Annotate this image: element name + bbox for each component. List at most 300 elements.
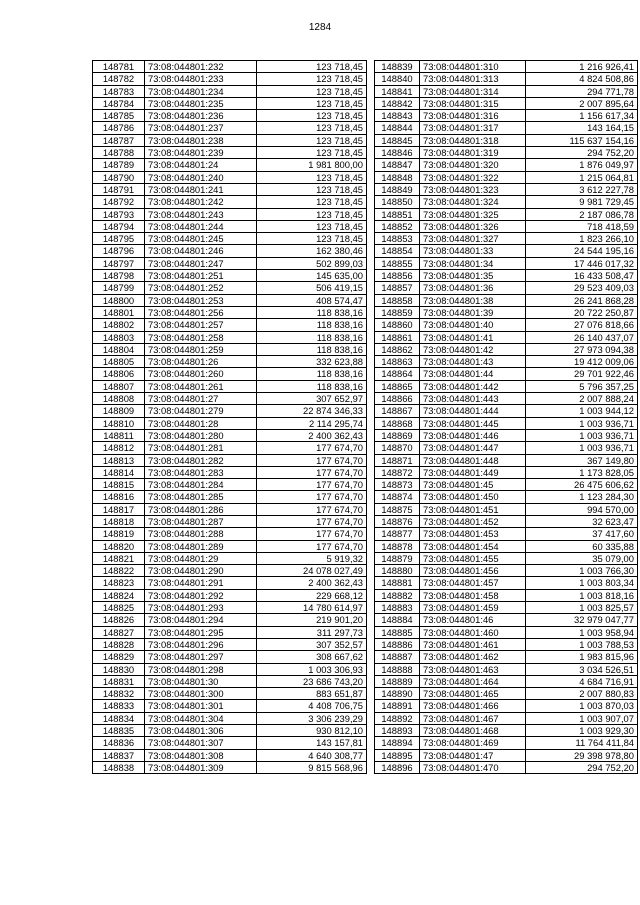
- cadastral-number-cell: 73:08:044801:235: [145, 97, 257, 109]
- table-row: [93, 294, 367, 306]
- row-number-cell: 148789: [93, 159, 145, 171]
- value-cell: 35 079,00: [526, 552, 638, 564]
- cadastral-number-cell: 73:08:044801:26: [145, 356, 257, 368]
- row-number-cell: 148833: [93, 700, 145, 712]
- cadastral-number-cell: 73:08:044801:236: [145, 110, 257, 122]
- table-row: [375, 638, 638, 650]
- table-row: [93, 491, 367, 503]
- value-cell: 4 408 706,75: [257, 700, 367, 712]
- value-cell: 118 838,16: [257, 319, 367, 331]
- cadastral-number-cell: 73:08:044801:451: [420, 503, 526, 515]
- cadastral-number-cell: 73:08:044801:315: [420, 97, 526, 109]
- table-row: [375, 528, 638, 540]
- table-row: [375, 110, 638, 122]
- cadastral-number-cell: 73:08:044801:445: [420, 417, 526, 429]
- row-number-cell: 148809: [93, 405, 145, 417]
- value-cell: 1 003 936,71: [526, 429, 638, 441]
- value-cell: 2 007 888,24: [526, 393, 638, 405]
- cadastral-number-cell: 73:08:044801:446: [420, 429, 526, 441]
- cadastral-number-cell: 73:08:044801:456: [420, 565, 526, 577]
- row-number-cell: 148874: [375, 491, 420, 503]
- table-row: [375, 552, 638, 564]
- cadastral-number-cell: 73:08:044801:28: [145, 417, 257, 429]
- table-row: [93, 626, 367, 638]
- row-number-cell: 148811: [93, 429, 145, 441]
- value-cell: 26 475 606,62: [526, 479, 638, 491]
- value-cell: 29 701 922,46: [526, 368, 638, 380]
- row-number-cell: 148865: [375, 380, 420, 392]
- cadastral-number-cell: 73:08:044801:253: [145, 294, 257, 306]
- row-number-cell: 148817: [93, 503, 145, 515]
- value-cell: 1 003 936,71: [526, 417, 638, 429]
- table-row: [375, 663, 638, 675]
- value-cell: 294 752,20: [526, 761, 638, 773]
- table-row: [93, 528, 367, 540]
- table-row: [375, 208, 638, 220]
- value-cell: 19 412 009,06: [526, 356, 638, 368]
- table-row: [93, 61, 367, 73]
- table-row: [93, 380, 367, 392]
- cadastral-number-cell: 73:08:044801:295: [145, 626, 257, 638]
- cadastral-number-cell: 73:08:044801:294: [145, 614, 257, 626]
- cadastral-number-cell: 73:08:044801:35: [420, 270, 526, 282]
- left-table: [92, 60, 367, 774]
- value-cell: 118 838,16: [257, 331, 367, 343]
- row-number-cell: 148834: [93, 712, 145, 724]
- value-cell: 24 078 027,49: [257, 565, 367, 577]
- value-cell: 177 674,70: [257, 442, 367, 454]
- cadastral-number-cell: 73:08:044801:313: [420, 73, 526, 85]
- row-number-cell: 148853: [375, 233, 420, 245]
- row-number-cell: 148879: [375, 552, 420, 564]
- row-number-cell: 148803: [93, 331, 145, 343]
- table-row: [375, 675, 638, 687]
- value-cell: 307 652,97: [257, 393, 367, 405]
- row-number-cell: 148807: [93, 380, 145, 392]
- table-row: [375, 270, 638, 282]
- value-cell: 37 417,60: [526, 528, 638, 540]
- value-cell: 118 838,16: [257, 343, 367, 355]
- table-row: [93, 479, 367, 491]
- cadastral-number-cell: 73:08:044801:42: [420, 343, 526, 355]
- table-row: [93, 306, 367, 318]
- value-cell: 930 812,10: [257, 725, 367, 737]
- cadastral-number-cell: 73:08:044801:36: [420, 282, 526, 294]
- table-row: [375, 233, 638, 245]
- row-number-cell: 148868: [375, 417, 420, 429]
- value-cell: 123 718,45: [257, 110, 367, 122]
- cadastral-number-cell: 73:08:044801:245: [145, 233, 257, 245]
- row-number-cell: 148829: [93, 651, 145, 663]
- row-number-cell: 148791: [93, 183, 145, 195]
- row-number-cell: 148848: [375, 171, 420, 183]
- cadastral-number-cell: 73:08:044801:43: [420, 356, 526, 368]
- value-cell: 4 640 308,77: [257, 749, 367, 761]
- cadastral-number-cell: 73:08:044801:455: [420, 552, 526, 564]
- row-number-cell: 148801: [93, 306, 145, 318]
- table-row: [93, 196, 367, 208]
- value-cell: 123 718,45: [257, 233, 367, 245]
- table-row: [375, 565, 638, 577]
- row-number-cell: 148795: [93, 233, 145, 245]
- value-cell: 177 674,70: [257, 479, 367, 491]
- cadastral-number-cell: 73:08:044801:293: [145, 602, 257, 614]
- value-cell: 229 668,12: [257, 589, 367, 601]
- table-row: [93, 540, 367, 552]
- value-cell: 1 156 617,34: [526, 110, 638, 122]
- value-cell: 123 718,45: [257, 220, 367, 232]
- row-number-cell: 148822: [93, 565, 145, 577]
- cadastral-number-cell: 73:08:044801:244: [145, 220, 257, 232]
- value-cell: 1 123 284,30: [526, 491, 638, 503]
- table-row: [93, 725, 367, 737]
- value-cell: 1 876 049,97: [526, 159, 638, 171]
- row-number-cell: 148813: [93, 454, 145, 466]
- table-row: [93, 429, 367, 441]
- row-number-cell: 148892: [375, 712, 420, 724]
- row-number-cell: 148808: [93, 393, 145, 405]
- table-row: [93, 356, 367, 368]
- value-cell: 1 003 944,12: [526, 405, 638, 417]
- value-cell: 332 623,88: [257, 356, 367, 368]
- value-cell: 123 718,45: [257, 196, 367, 208]
- table-row: [93, 405, 367, 417]
- value-cell: 506 419,15: [257, 282, 367, 294]
- cadastral-number-cell: 73:08:044801:280: [145, 429, 257, 441]
- row-number-cell: 148816: [93, 491, 145, 503]
- cadastral-number-cell: 73:08:044801:284: [145, 479, 257, 491]
- cadastral-number-cell: 73:08:044801:464: [420, 675, 526, 687]
- value-cell: 1 173 828,05: [526, 466, 638, 478]
- row-number-cell: 148852: [375, 220, 420, 232]
- cadastral-number-cell: 73:08:044801:246: [145, 245, 257, 257]
- value-cell: 123 718,45: [257, 171, 367, 183]
- table-row: [93, 220, 367, 232]
- table-row: [375, 700, 638, 712]
- cadastral-number-cell: 73:08:044801:447: [420, 442, 526, 454]
- table-row: [93, 282, 367, 294]
- table-row: [375, 515, 638, 527]
- table-row: [93, 183, 367, 195]
- table-row: [375, 356, 638, 368]
- row-number-cell: 148890: [375, 688, 420, 700]
- value-cell: 1 003 803,34: [526, 577, 638, 589]
- row-number-cell: 148810: [93, 417, 145, 429]
- row-number-cell: 148835: [93, 725, 145, 737]
- value-cell: 16 433 508,47: [526, 270, 638, 282]
- value-cell: 1 003 907,07: [526, 712, 638, 724]
- cadastral-number-cell: 73:08:044801:327: [420, 233, 526, 245]
- table-row: [93, 638, 367, 650]
- row-number-cell: 148786: [93, 122, 145, 134]
- cadastral-number-cell: 73:08:044801:24: [145, 159, 257, 171]
- cadastral-number-cell: 73:08:044801:454: [420, 540, 526, 552]
- row-number-cell: 148849: [375, 183, 420, 195]
- table-row: [93, 515, 367, 527]
- cadastral-number-cell: 73:08:044801:256: [145, 306, 257, 318]
- row-number-cell: 148845: [375, 134, 420, 146]
- value-cell: 1 003 929,30: [526, 725, 638, 737]
- table-row: [93, 73, 367, 85]
- table-row: [375, 503, 638, 515]
- cadastral-number-cell: 73:08:044801:243: [145, 208, 257, 220]
- row-number-cell: 148796: [93, 245, 145, 257]
- row-number-cell: 148820: [93, 540, 145, 552]
- row-number-cell: 148869: [375, 429, 420, 441]
- row-number-cell: 148821: [93, 552, 145, 564]
- value-cell: 1 003 870,03: [526, 700, 638, 712]
- cadastral-number-cell: 73:08:044801:296: [145, 638, 257, 650]
- cadastral-number-cell: 73:08:044801:450: [420, 491, 526, 503]
- cadastral-number-cell: 73:08:044801:466: [420, 700, 526, 712]
- cadastral-number-cell: 73:08:044801:30: [145, 675, 257, 687]
- row-number-cell: 148844: [375, 122, 420, 134]
- row-number-cell: 148880: [375, 565, 420, 577]
- table-row: [375, 306, 638, 318]
- row-number-cell: 148877: [375, 528, 420, 540]
- table-row: [93, 245, 367, 257]
- value-cell: 1 003 958,94: [526, 626, 638, 638]
- row-number-cell: 148859: [375, 306, 420, 318]
- row-number-cell: 148846: [375, 147, 420, 159]
- row-number-cell: 148836: [93, 737, 145, 749]
- value-cell: 408 574,47: [257, 294, 367, 306]
- cadastral-number-cell: 73:08:044801:443: [420, 393, 526, 405]
- value-cell: 123 718,45: [257, 208, 367, 220]
- table-row: [375, 122, 638, 134]
- table-row: [93, 85, 367, 97]
- table-row: [375, 442, 638, 454]
- row-number-cell: 148884: [375, 614, 420, 626]
- row-number-cell: 148857: [375, 282, 420, 294]
- value-cell: 27 076 818,66: [526, 319, 638, 331]
- table-row: [375, 171, 638, 183]
- table-row: [375, 491, 638, 503]
- cadastral-number-cell: 73:08:044801:287: [145, 515, 257, 527]
- value-cell: 29 398 978,80: [526, 749, 638, 761]
- row-number-cell: 148818: [93, 515, 145, 527]
- table-row: [375, 196, 638, 208]
- value-cell: 123 718,45: [257, 147, 367, 159]
- table-row: [375, 294, 638, 306]
- row-number-cell: 148823: [93, 577, 145, 589]
- row-number-cell: 148860: [375, 319, 420, 331]
- table-row: [375, 343, 638, 355]
- cadastral-number-cell: 73:08:044801:281: [145, 442, 257, 454]
- row-number-cell: 148873: [375, 479, 420, 491]
- table-row: [93, 343, 367, 355]
- value-cell: 162 380,46: [257, 245, 367, 257]
- table-row: [93, 712, 367, 724]
- cadastral-number-cell: 73:08:044801:47: [420, 749, 526, 761]
- cadastral-number-cell: 73:08:044801:300: [145, 688, 257, 700]
- value-cell: 718 418,59: [526, 220, 638, 232]
- cadastral-number-cell: 73:08:044801:301: [145, 700, 257, 712]
- value-cell: 1 003 825,57: [526, 602, 638, 614]
- row-number-cell: 148883: [375, 602, 420, 614]
- table-row: [93, 331, 367, 343]
- table-row: [93, 651, 367, 663]
- cadastral-number-cell: 73:08:044801:34: [420, 257, 526, 269]
- row-number-cell: 148842: [375, 97, 420, 109]
- cadastral-number-cell: 73:08:044801:459: [420, 602, 526, 614]
- cadastral-number-cell: 73:08:044801:467: [420, 712, 526, 724]
- cadastral-number-cell: 73:08:044801:449: [420, 466, 526, 478]
- table-row: [375, 602, 638, 614]
- cadastral-number-cell: 73:08:044801:45: [420, 479, 526, 491]
- value-cell: 143 164,15: [526, 122, 638, 134]
- table-row: [93, 577, 367, 589]
- value-cell: 32 623,47: [526, 515, 638, 527]
- cadastral-number-cell: 73:08:044801:41: [420, 331, 526, 343]
- value-cell: 294 771,78: [526, 85, 638, 97]
- value-cell: 118 838,16: [257, 368, 367, 380]
- value-cell: 123 718,45: [257, 122, 367, 134]
- row-number-cell: 148815: [93, 479, 145, 491]
- table-row: [375, 761, 638, 773]
- row-number-cell: 148889: [375, 675, 420, 687]
- table-row: [93, 442, 367, 454]
- cadastral-number-cell: 73:08:044801:283: [145, 466, 257, 478]
- row-number-cell: 148783: [93, 85, 145, 97]
- value-cell: 118 838,16: [257, 380, 367, 392]
- table-row: [375, 368, 638, 380]
- row-number-cell: 148825: [93, 602, 145, 614]
- table-row: [93, 454, 367, 466]
- row-number-cell: 148866: [375, 393, 420, 405]
- value-cell: 123 718,45: [257, 97, 367, 109]
- table-row: [375, 725, 638, 737]
- cadastral-number-cell: 73:08:044801:239: [145, 147, 257, 159]
- cadastral-number-cell: 73:08:044801:304: [145, 712, 257, 724]
- value-cell: 2 007 895,64: [526, 97, 638, 109]
- cadastral-number-cell: 73:08:044801:457: [420, 577, 526, 589]
- value-cell: 308 667,62: [257, 651, 367, 663]
- cadastral-number-cell: 73:08:044801:279: [145, 405, 257, 417]
- cadastral-number-cell: 73:08:044801:319: [420, 147, 526, 159]
- cadastral-number-cell: 73:08:044801:237: [145, 122, 257, 134]
- row-number-cell: 148887: [375, 651, 420, 663]
- row-number-cell: 148784: [93, 97, 145, 109]
- value-cell: 143 157,81: [257, 737, 367, 749]
- value-cell: 1 981 800,00: [257, 159, 367, 171]
- table-row: [375, 737, 638, 749]
- value-cell: 2 007 880,83: [526, 688, 638, 700]
- value-cell: 5 796 357,25: [526, 380, 638, 392]
- cadastral-number-cell: 73:08:044801:298: [145, 663, 257, 675]
- cadastral-number-cell: 73:08:044801:257: [145, 319, 257, 331]
- row-number-cell: 148841: [375, 85, 420, 97]
- value-cell: 2 400 362,43: [257, 429, 367, 441]
- table-row: [375, 282, 638, 294]
- row-number-cell: 148891: [375, 700, 420, 712]
- table-row: [93, 688, 367, 700]
- row-number-cell: 148870: [375, 442, 420, 454]
- cadastral-number-cell: 73:08:044801:286: [145, 503, 257, 515]
- row-number-cell: 148805: [93, 356, 145, 368]
- row-number-cell: 148882: [375, 589, 420, 601]
- table-row: [375, 540, 638, 552]
- table-row: [375, 589, 638, 601]
- table-row: [375, 466, 638, 478]
- row-number-cell: 148828: [93, 638, 145, 650]
- table-row: [93, 319, 367, 331]
- row-number-cell: 148824: [93, 589, 145, 601]
- value-cell: 145 635,00: [257, 270, 367, 282]
- row-number-cell: 148893: [375, 725, 420, 737]
- row-number-cell: 148840: [375, 73, 420, 85]
- cadastral-number-cell: 73:08:044801:29: [145, 552, 257, 564]
- table-row: [93, 110, 367, 122]
- table-row: [375, 577, 638, 589]
- value-cell: 177 674,70: [257, 540, 367, 552]
- value-cell: 3 034 526,51: [526, 663, 638, 675]
- table-row: [375, 688, 638, 700]
- cadastral-number-cell: 73:08:044801:234: [145, 85, 257, 97]
- table-row: [93, 122, 367, 134]
- value-cell: 9 981 729,45: [526, 196, 638, 208]
- cadastral-number-cell: 73:08:044801:462: [420, 651, 526, 663]
- row-number-cell: 148812: [93, 442, 145, 454]
- row-number-cell: 148785: [93, 110, 145, 122]
- table-row: [375, 319, 638, 331]
- table-row: [375, 429, 638, 441]
- row-number-cell: 148793: [93, 208, 145, 220]
- value-cell: 2 400 362,43: [257, 577, 367, 589]
- table-row: [375, 85, 638, 97]
- value-cell: 118 838,16: [257, 306, 367, 318]
- cadastral-number-cell: 73:08:044801:260: [145, 368, 257, 380]
- cadastral-number-cell: 73:08:044801:323: [420, 183, 526, 195]
- cadastral-number-cell: 73:08:044801:453: [420, 528, 526, 540]
- row-number-cell: 148830: [93, 663, 145, 675]
- cadastral-number-cell: 73:08:044801:27: [145, 393, 257, 405]
- cadastral-number-cell: 73:08:044801:444: [420, 405, 526, 417]
- table-row: [93, 466, 367, 478]
- row-number-cell: 148826: [93, 614, 145, 626]
- row-number-cell: 148838: [93, 761, 145, 773]
- cadastral-number-cell: 73:08:044801:310: [420, 61, 526, 73]
- table-row: [375, 245, 638, 257]
- cadastral-number-cell: 73:08:044801:288: [145, 528, 257, 540]
- row-number-cell: 148864: [375, 368, 420, 380]
- cadastral-number-cell: 73:08:044801:314: [420, 85, 526, 97]
- row-number-cell: 148895: [375, 749, 420, 761]
- row-number-cell: 148862: [375, 343, 420, 355]
- value-cell: 4 684 716,91: [526, 675, 638, 687]
- table-row: [93, 700, 367, 712]
- cadastral-number-cell: 73:08:044801:469: [420, 737, 526, 749]
- value-cell: 29 523 409,03: [526, 282, 638, 294]
- page-number: 1284: [308, 22, 332, 33]
- table-row: [375, 331, 638, 343]
- value-cell: 1 823 266,10: [526, 233, 638, 245]
- value-cell: 123 718,45: [257, 85, 367, 97]
- cadastral-number-cell: 73:08:044801:44: [420, 368, 526, 380]
- table-row: [375, 651, 638, 663]
- cadastral-number-cell: 73:08:044801:233: [145, 73, 257, 85]
- table-row: [375, 220, 638, 232]
- table-row: [375, 712, 638, 724]
- row-number-cell: 148871: [375, 454, 420, 466]
- value-cell: 23 686 743,20: [257, 675, 367, 687]
- table-row: [375, 405, 638, 417]
- row-number-cell: 148792: [93, 196, 145, 208]
- table-row: [93, 393, 367, 405]
- table-row: [93, 147, 367, 159]
- table-row: [93, 97, 367, 109]
- row-number-cell: 148894: [375, 737, 420, 749]
